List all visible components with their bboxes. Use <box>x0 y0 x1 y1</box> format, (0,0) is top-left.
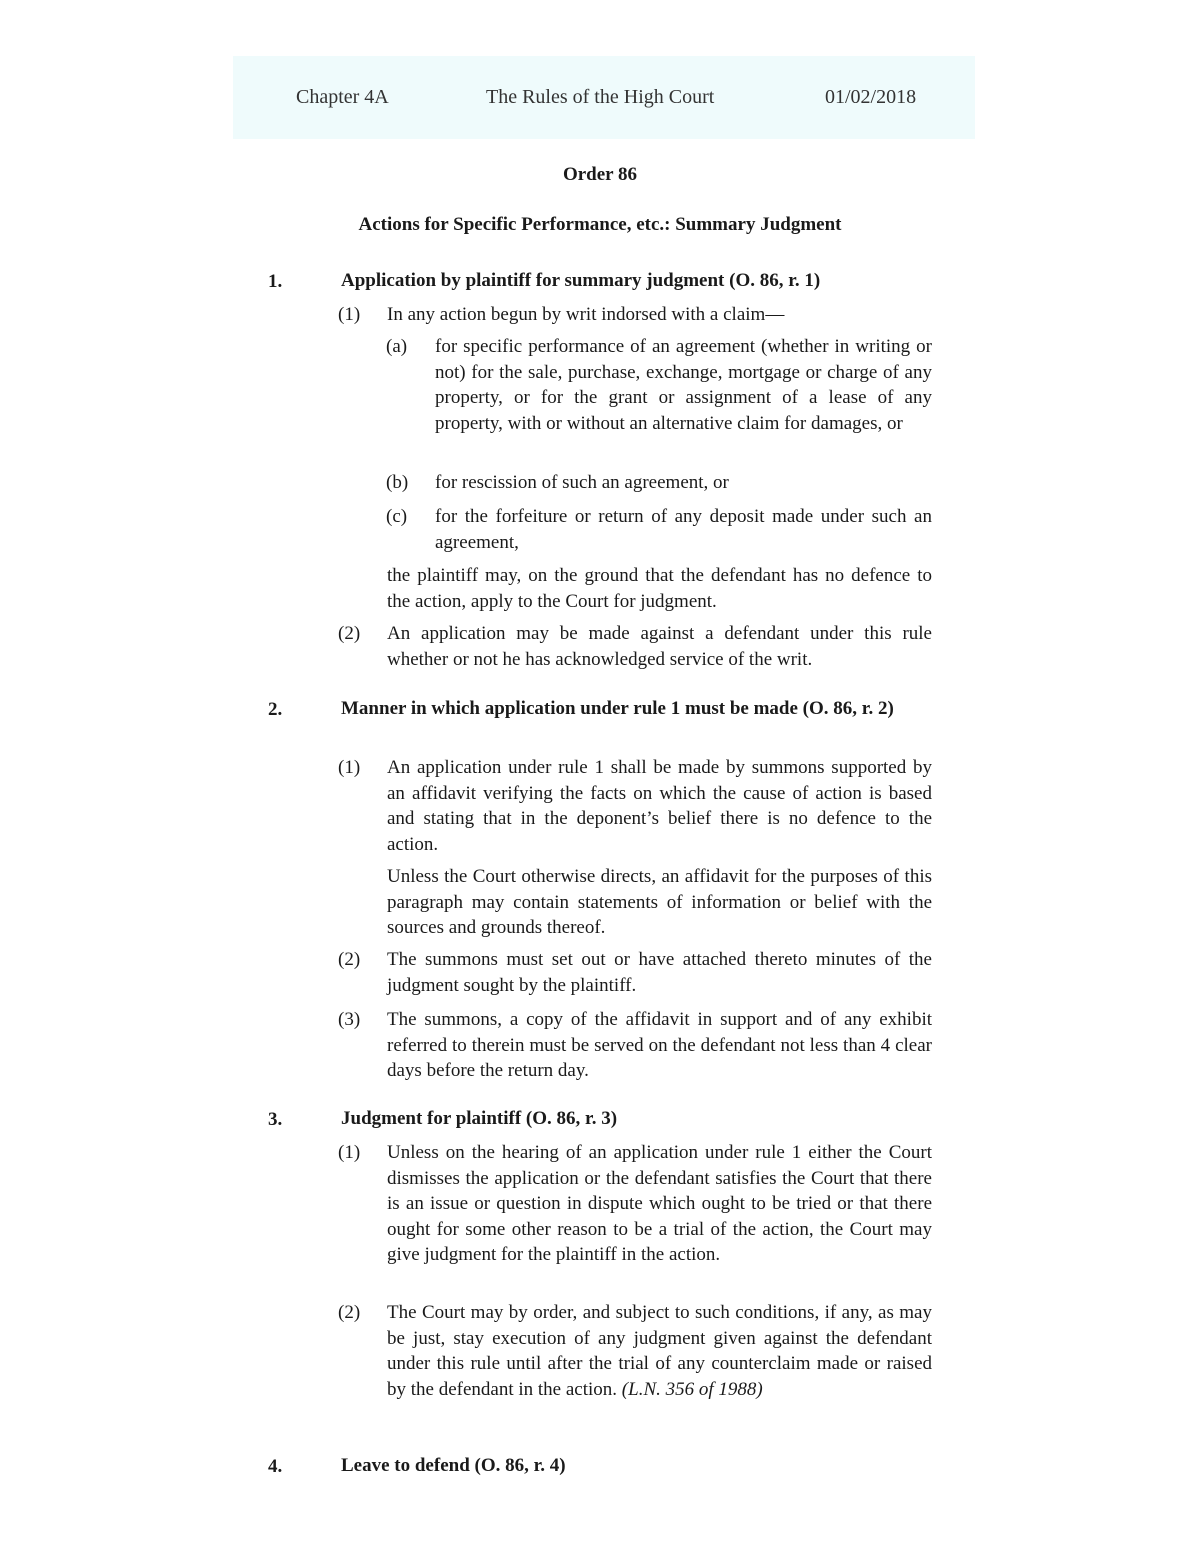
order-subtitle: Actions for Specific Performance, etc.: Summary Judgment <box>358 214 842 235</box>
rule-1-para-1-number: (1) <box>338 304 361 325</box>
rule-3-para-2-citation: (L.N. 356 of 1988) <box>621 1378 763 1400</box>
rule-1-para-1-text: In any action begun by writ indorsed with a claim— <box>387 304 785 325</box>
rule-1-item-a-label: (a) <box>386 336 408 357</box>
rule-1-item-a-text: for specific performance of an agreement (whether in writing or not) for the sale, purchase, exchange, mortgage or charge of any property, or for the grant or assignment of a lease of any property, with or without an alternative claim for damages, or <box>435 336 932 434</box>
rule-2-para-3-number: (3) <box>338 1009 361 1030</box>
rule-3-para-2-text: The Court may by order, and subject to such conditions, if any, as may be just, stay execution of any judgment given against the defendant under this rule until after the trial of any counterclaim made or raised by the defendant in the action. <box>387 1302 932 1400</box>
rule-1-para-2-text: An application may be made against a defendant under this rule whether or not he has acknowledged service of the writ. <box>387 623 932 670</box>
rule-1-item-c-label: (c) <box>386 506 408 527</box>
rule-2-para-1-extra: Unless the Court otherwise directs, an affidavit for the purposes of this paragraph may contain statements of information or belief with the sources and grounds thereof. <box>387 866 932 938</box>
header-date: 01/02/2018 <box>825 86 917 108</box>
rule-3-para-2-body <box>387 1300 932 1402</box>
rule-2-number: 2. <box>268 699 283 720</box>
rule-2-title: Manner in which application under rule 1 must be made (O. 86, r. 2) <box>341 698 894 719</box>
header-title: The Rules of the High Court <box>486 86 715 108</box>
rule-2-para-1-text: An application under rule 1 shall be made by summons supported by an affidavit verifying the facts on which the cause of action is based and stating that in the deponent’s belief there is no defence to the action. <box>387 757 932 855</box>
rule-2-para-2-number: (2) <box>338 949 361 970</box>
header-chapter: Chapter 4A <box>296 86 389 108</box>
rule-2-para-2-text: The summons must set out or have attached thereto minutes of the judgment sought by the plaintiff. <box>387 949 932 996</box>
rule-1-para-2-number: (2) <box>338 623 361 644</box>
rule-3-para-2-number: (2) <box>338 1302 361 1323</box>
rule-1-item-b-text: for rescission of such an agreement, or <box>435 472 729 493</box>
rule-3-number: 3. <box>268 1109 283 1130</box>
rule-4-number: 4. <box>268 1456 283 1477</box>
rule-1-item-b-label: (b) <box>386 472 409 493</box>
rule-3-title: Judgment for plaintiff (O. 86, r. 3) <box>341 1108 618 1129</box>
rule-1-item-c-text: for the forfeiture or return of any deposit made under such an agreement, <box>435 506 932 553</box>
order-title: Order 86 <box>562 164 638 185</box>
rule-3-para-1-text: Unless on the hearing of an application under rule 1 either the Court dismisses the application or the defendant satisfies the Court that there is an issue or question in dispute which ought to be tried or that there ought for some other reason to be a trial of the action, the Court may give judgment for the plaintiff in the action. <box>387 1142 932 1265</box>
rule-2-para-1-number: (1) <box>338 757 361 778</box>
rule-1-title: Application by plaintiff for summary judgment (O. 86, r. 1) <box>341 270 821 291</box>
rule-1-number: 1. <box>268 271 283 292</box>
rule-2-para-3-text: The summons, a copy of the affidavit in support and of any exhibit referred to therein must be served on the defendant not less than 4 clear days before the return day. <box>387 1009 932 1081</box>
rule-1-para-1-tail: the plaintiff may, on the ground that the defendant has no defence to the action, apply to the Court for judgment. <box>387 565 932 612</box>
rule-4-title: Leave to defend (O. 86, r. 4) <box>341 1455 566 1476</box>
page-header <box>233 56 975 139</box>
rule-3-para-1-number: (1) <box>338 1142 361 1163</box>
